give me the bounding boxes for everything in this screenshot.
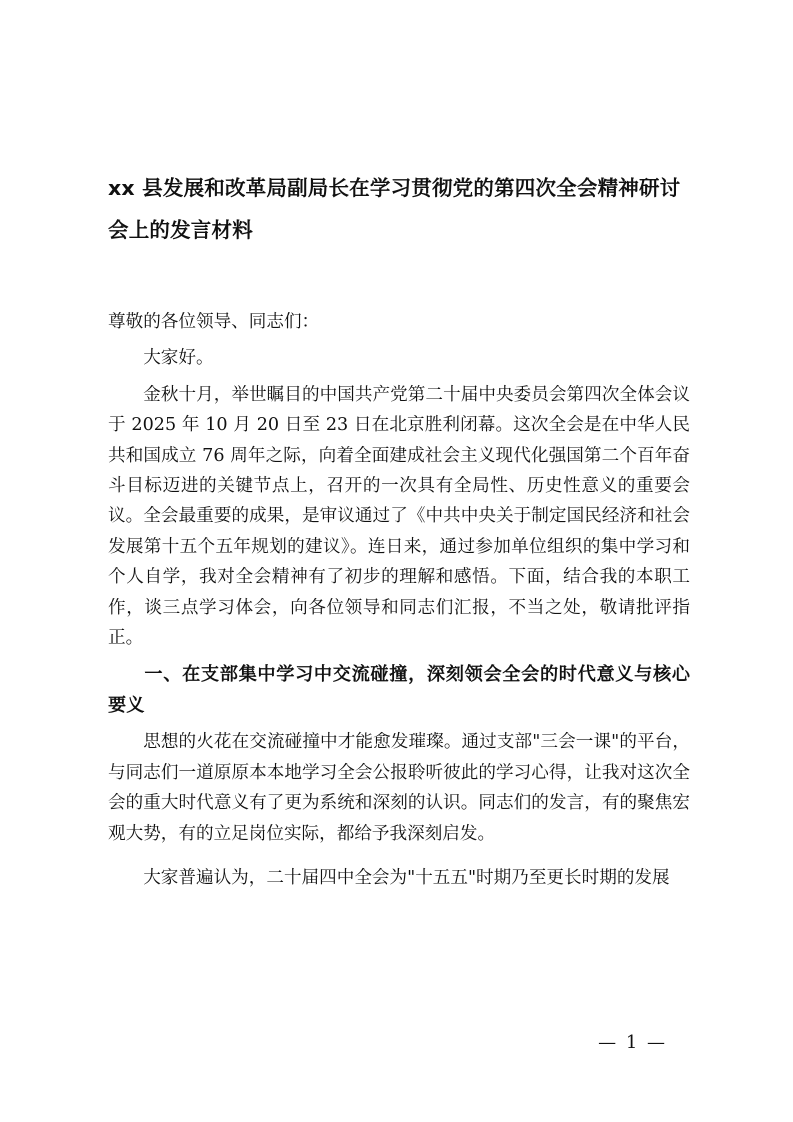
salutation: 尊敬的各位领导、同志们：: [108, 312, 320, 332]
paragraph-continued: 大家普遍认为，二十届四中全会为"十五五"时期乃至更长时期的发展: [143, 868, 670, 889]
paragraph-section-1: 思想的火花在交流碰撞中才能愈发璀璨。通过支部"三会一课"的平台，与同志们一道原原本本地学习全会公报聆听彼此的学习心得，让我对这次全会的重大时代意义有了更为系统和深刻的认识。同志们的发言，有的聚焦宏观大势，有的立足岗位实际，都给予我深刻启发。: [108, 732, 690, 844]
greeting: 大家好。: [143, 348, 214, 369]
document-title: xx 县发展和改革局副局长在学习贯彻党的第四次全会精神研讨会上的发言材料: [108, 176, 681, 242]
page-number: — 1 —: [598, 1032, 667, 1053]
section-heading-1: 一、在支部集中学习中交流碰撞，深刻领会全会的时代意义与核心要义: [108, 664, 690, 717]
paragraph-intro: 金秋十月，举世瞩目的中国共产党第二十届中央委员会第四次全体会议于 2025 年 10 月 20 日至 23 日在北京胜利闭幕。这次全会是在中华人民共和国成立 76 周年之际，向着全面建成社会主义现代化强国第二个百年奋斗目标迈进的关键节点上，召开的一次具有全局性、历史性意义的重要会议。全会最重要的成果，是审议通过了《中共中央关于制定国民经济和社会发展第十五个五年规划的建议》。连日来，通过参加单位组织的集中学习和个人自学，我对全会精神有了初步的理解和感悟。下面，结合我的本职工作，谈三点学习体会，向各位领导和同志们汇报，不当之处，敬请批评指正。: [108, 384, 690, 649]
document-body: [108, 307, 690, 900]
